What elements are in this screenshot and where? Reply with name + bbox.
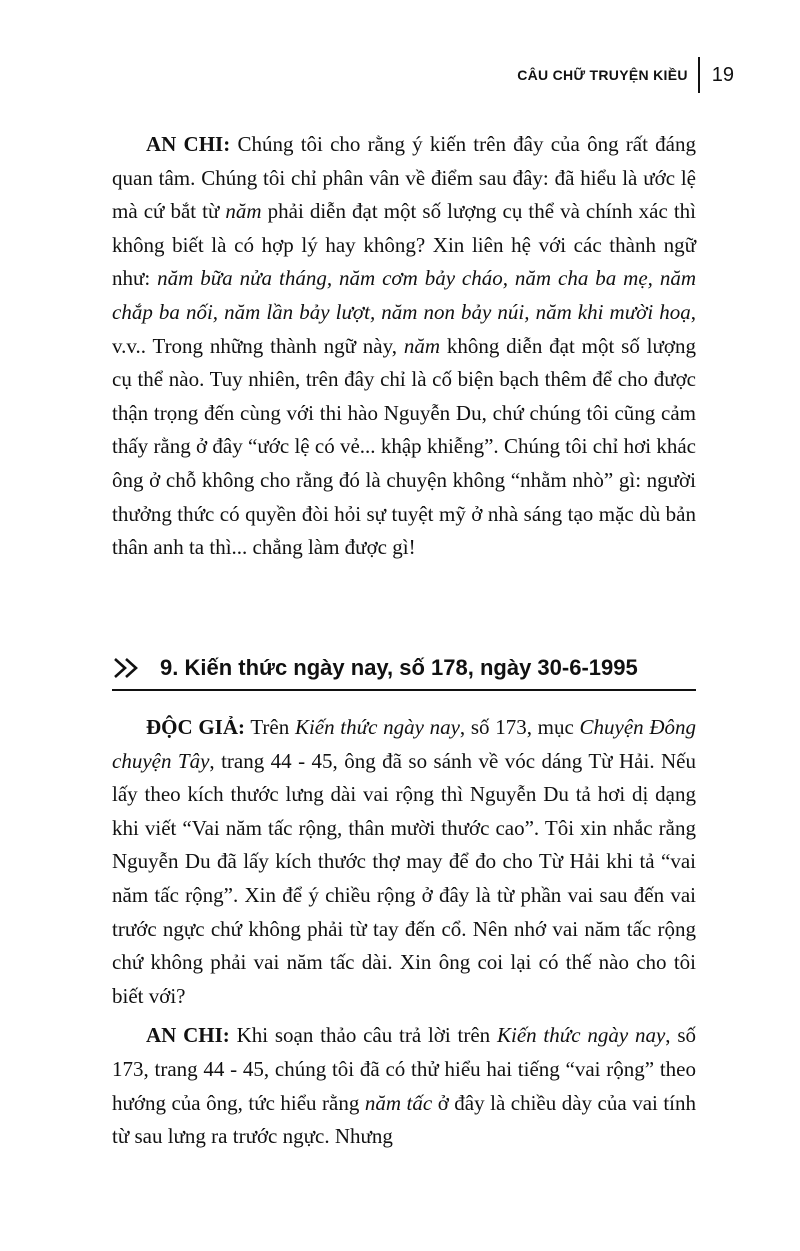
- text-run: Chúng tôi cho rằng ý kiến trên đây của ông rất đáng quan tâm. Chúng tôi chỉ phân vân về điểm sau đây: đã hiểu là ước lệ mà cứ bắt từ: [112, 132, 697, 224]
- italic-text: năm tấc: [364, 1090, 433, 1115]
- double-chevron-right-icon: [112, 656, 142, 680]
- speaker-label: AN CHI:: [146, 132, 231, 156]
- text-run: , v.v.. Trong những thành ngữ này,: [112, 299, 696, 358]
- section-title: 9. Kiến thức ngày nay, số 178, ngày 30-6-1995: [160, 655, 638, 680]
- section-heading: [112, 647, 696, 691]
- speaker-label: AN CHI:: [146, 1023, 230, 1048]
- answer-paragraph: [112, 1019, 696, 1153]
- qa-block: [112, 711, 696, 1154]
- page-number: 19: [711, 63, 734, 86]
- text-run: phải diễn đạt một số lượng cụ thể và chính xác thì không biết là có hợp lý hay không? Xin liên hệ với các thành ngữ như:: [112, 199, 696, 291]
- italic-text: năm: [225, 199, 262, 224]
- text-run: Trên: [245, 715, 295, 739]
- italic-text: Kiến thức ngày nay: [496, 1023, 666, 1048]
- running-header: [517, 58, 734, 92]
- text-run: ở đây là chiều dày của vai tính từ sau lưng ra trước ngực. Nhưng: [112, 1090, 697, 1149]
- running-title: CÂU CHỮ TRUYỆN KIỀU: [517, 67, 688, 83]
- italic-text: năm bữa nửa tháng, năm cơm bảy cháo, năm cha ba mẹ, năm chắp ba nối, năm lần bảy lượt, năm non bảy núi, năm khi mười hoạ: [112, 266, 696, 324]
- speaker-label: ĐỘC GIẢ:: [146, 715, 246, 739]
- text-run: , trang 44 - 45, ông đã so sánh về vóc dáng Từ Hải. Nếu lấy theo kích thước lưng dài vai rộng thì Nguyễn Du tả hơi dị dạng khi viết “Vai năm tấc rộng, thân mười thước cao”. Tôi xin nhắc rằng Nguyễn Du đã lấy kích thước thợ may để đo cho Từ Hải khi tả “vai năm tấc rộng”. Xin để ý chiều rộng ở đây là từ phần vai sau đến vai trước ngực chứ không phải từ tay đến cổ. Nên nhớ vai năm tấc rộng chứ không phải vai năm tấc dài. Xin ông coi lại có thế nào cho tôi biết với?: [112, 748, 696, 1008]
- italic-text: Chuyện Đông chuyện Tây: [112, 715, 697, 773]
- answer-block: [112, 128, 696, 565]
- reader-question: [112, 711, 696, 1013]
- paragraph-text: [112, 132, 696, 559]
- text-run: , số 173, trang 44 - 45, chúng tôi đã có thử hiểu hai tiếng “vai rộng” theo hướng của ông, tức hiểu rằng: [112, 1023, 696, 1115]
- italic-text: Kiến thức ngày nay: [294, 715, 460, 739]
- italic-text: năm: [403, 333, 441, 358]
- text-run: , số 173, mục: [459, 715, 580, 739]
- answer-paragraph: [112, 128, 696, 565]
- text-run: Khi soạn thảo câu trả lời trên: [229, 1023, 497, 1048]
- text-run: không diễn đạt một số lượng cụ thể nào. Tuy nhiên, trên đây chỉ là cố biện bạch thêm để cho được thận trọng đến cùng với thi hào Nguyễn Du, chứ chúng tôi cũng cảm thấy rằng ở đây “ước lệ có vẻ... khập khiễng”. Chúng tôi chỉ hơi khác ông ở chỗ không cho rằng đó là chuyện không “nhằm nhò” gì: người thưởng thức có quyền đòi hỏi sự tuyệt mỹ ở nhà sáng tạo mặc dù bản thân anh ta thì... chẳng làm được gì!: [112, 333, 696, 560]
- paragraph-text: [112, 715, 696, 1008]
